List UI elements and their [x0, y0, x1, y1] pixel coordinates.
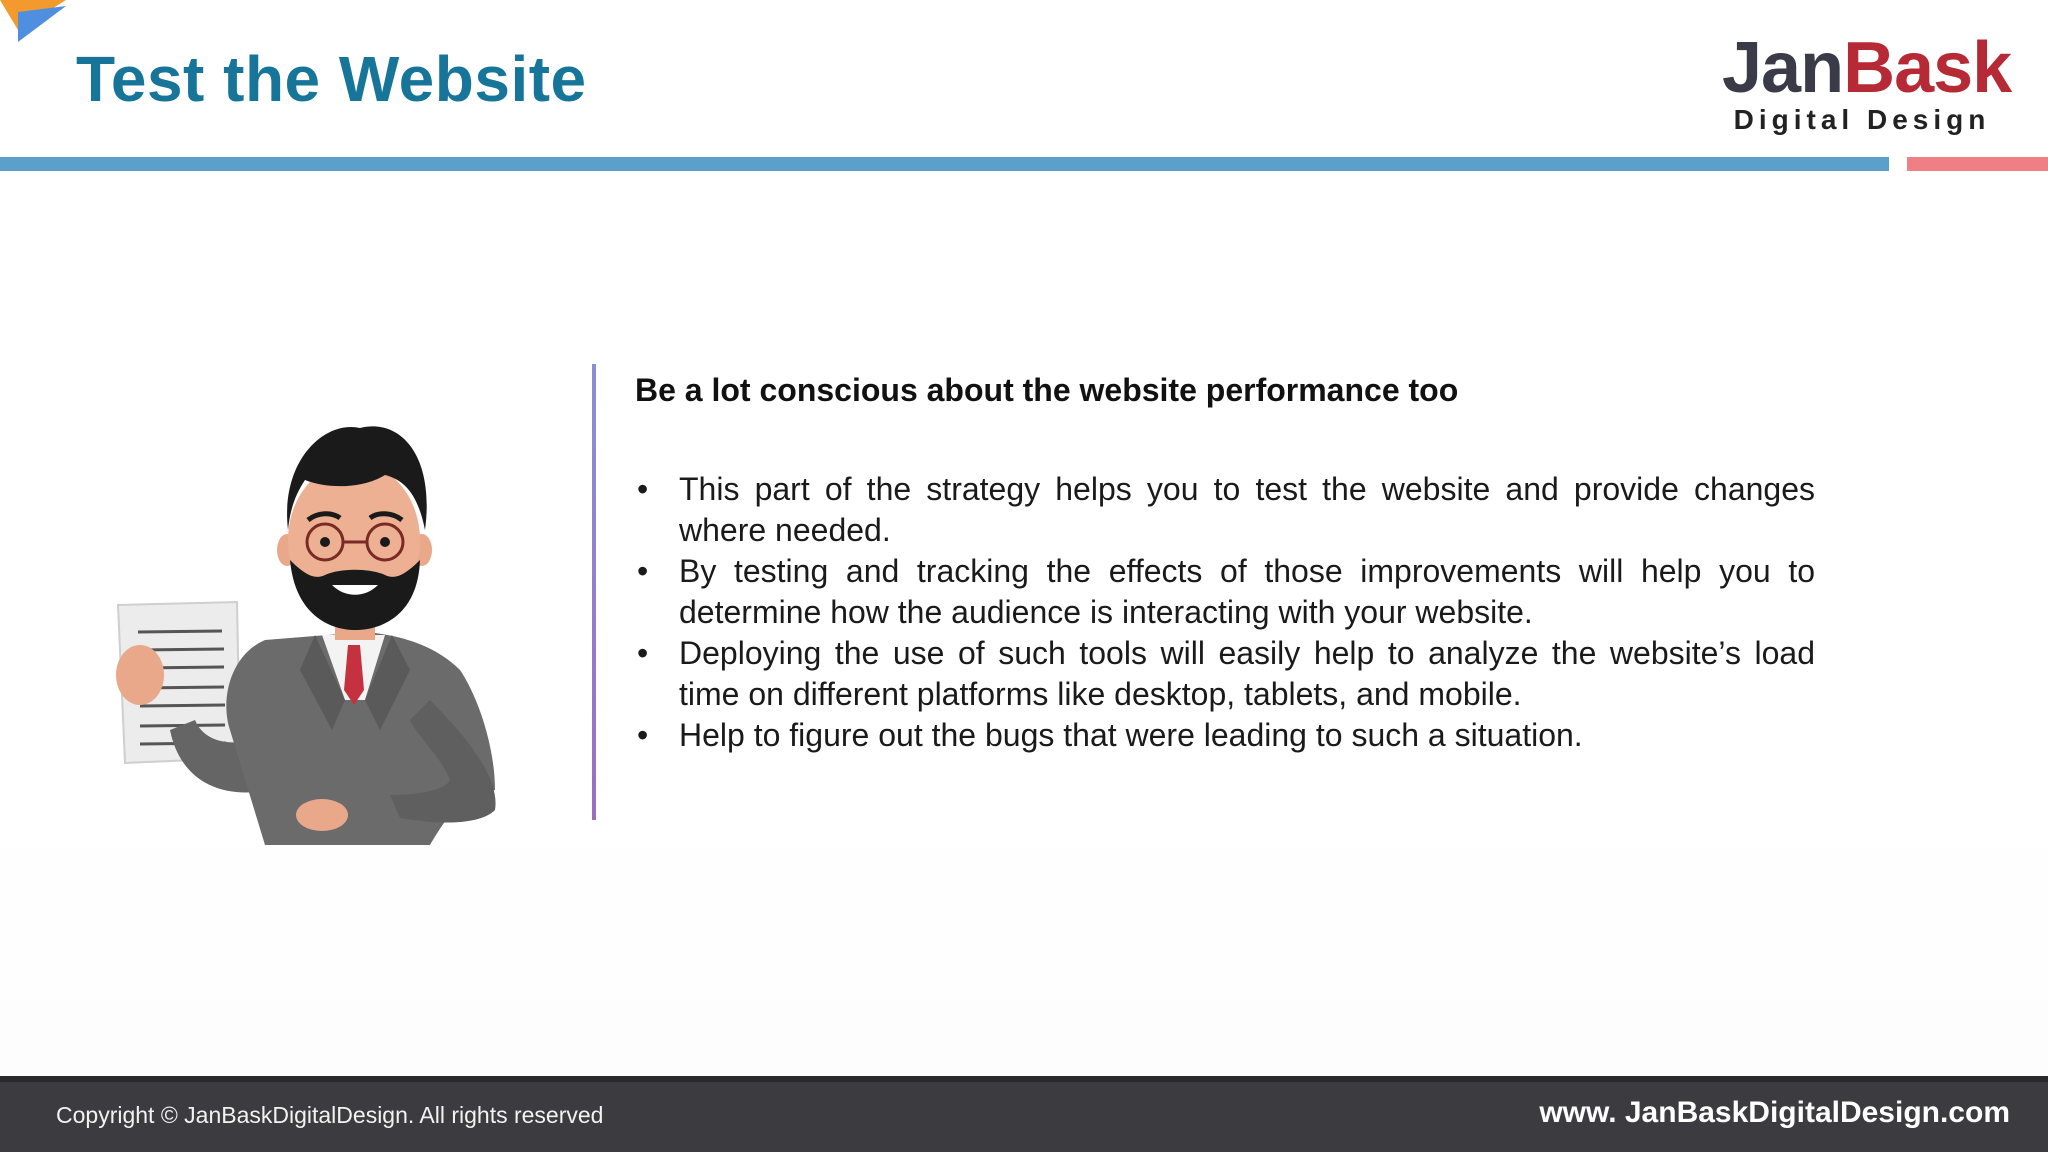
bullet-text: Deploying the use of such tools will easily help to analyze the website’s load time on different platforms like desktop, tablets, and mobile. [679, 635, 1815, 712]
copyright-text: Copyright © JanBaskDigitalDesign. All rights reserved [56, 1102, 604, 1128]
header-rule-blue [0, 157, 1889, 171]
list-item [635, 469, 1815, 551]
bullet-dot-icon: • [637, 717, 649, 753]
footer-bar [0, 1076, 2048, 1152]
bullet-dot-icon: • [637, 553, 649, 589]
page-title: Test the Website [76, 43, 587, 115]
content-divider [592, 364, 596, 820]
content-block [635, 372, 1815, 756]
bullet-text: This part of the strategy helps you to test the website and provide changes where needed. [679, 471, 1815, 548]
list-item [635, 715, 1815, 756]
bullet-list [635, 469, 1815, 756]
businessman-illustration-icon [100, 400, 540, 870]
bullet-text: By testing and tracking the effects of those improvements will help you to determine how the audience is interacting with your website. [679, 553, 1815, 630]
list-item [635, 633, 1815, 715]
header-rule-red [1907, 157, 2048, 171]
logo-wordmark [1722, 28, 2012, 108]
bullet-dot-icon: • [637, 635, 649, 671]
list-item [635, 551, 1815, 633]
content-heading: Be a lot conscious about the website performance too [635, 372, 1459, 408]
website-url[interactable]: www. JanBaskDigitalDesign.com [1539, 1096, 2010, 1129]
corner-accent-icon [0, 0, 70, 44]
bullet-text: Help to figure out the bugs that were leading to such a situation. [679, 717, 1583, 753]
bullet-dot-icon: • [637, 471, 649, 507]
janbask-logo [1722, 28, 2012, 136]
logo-brand-part2: Bask [1843, 28, 2012, 108]
logo-tagline: Digital Design [1733, 104, 1991, 135]
logo-brand-part1: Jan [1722, 28, 1844, 108]
